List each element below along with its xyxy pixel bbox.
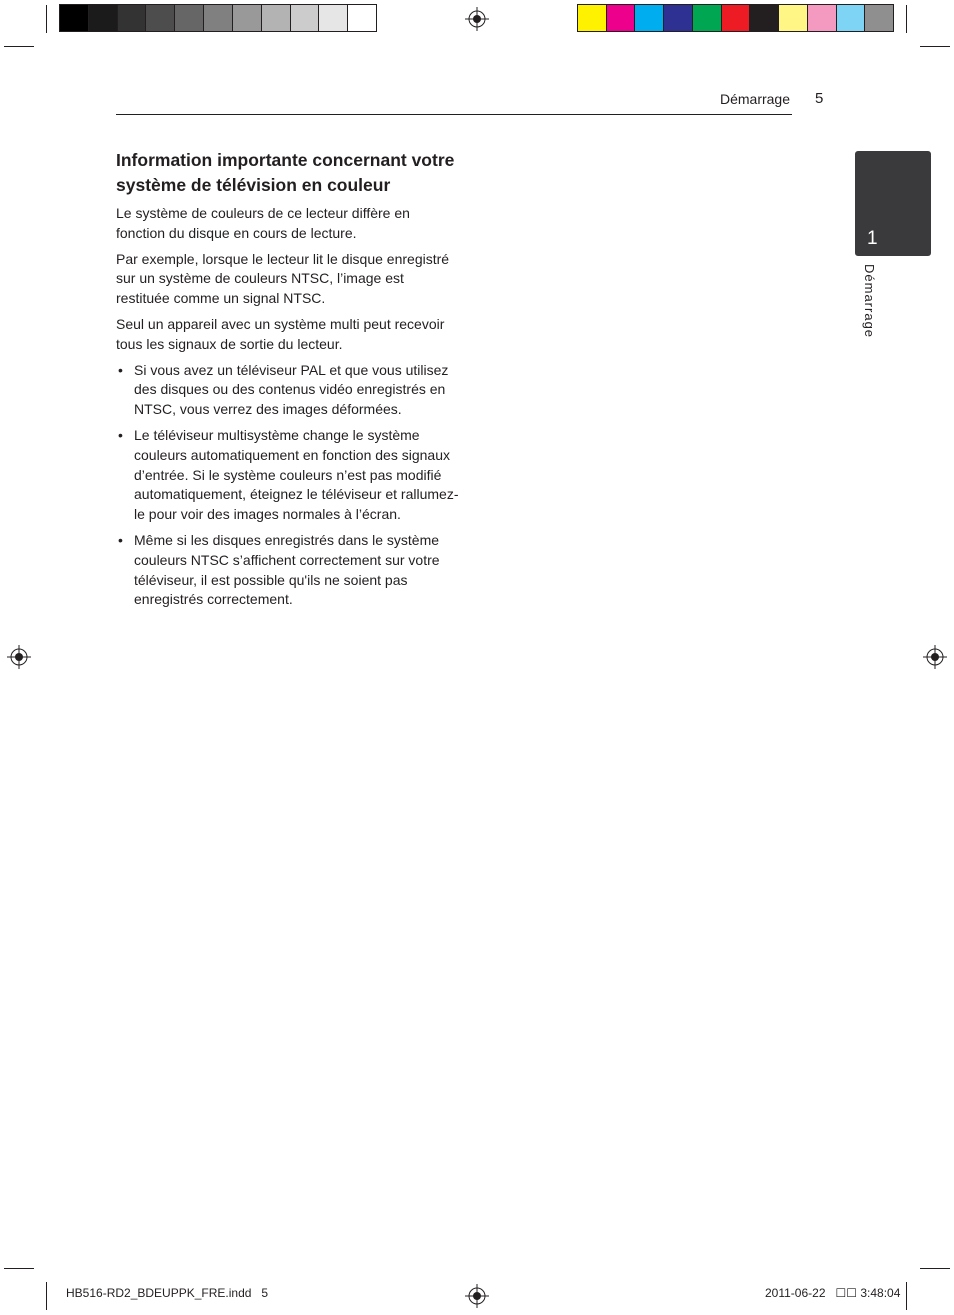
crop-mark-top-right-vertical: [906, 5, 907, 33]
paragraph: Par exemple, lorsque le lecteur lit le disque enregistré sur un système de couleurs NTSC, l’image est restituée comme un signal NTSC.: [116, 250, 450, 307]
registration-crosshair-icon: [7, 645, 31, 669]
page-number: 5: [815, 90, 824, 107]
gray-swatch: [175, 5, 204, 31]
registration-crosshair-icon: [923, 645, 947, 669]
list-item-text: Même si les disques enregistrés dans le système couleurs NTSC s’affichent correctement sur votre téléviseur, il est possible qu'ils ne soient pas enregistrés correctement.: [134, 531, 440, 608]
running-header: [116, 88, 792, 115]
gray-swatch: [233, 5, 262, 31]
chapter-number: 1: [867, 228, 878, 249]
bullet-icon: •: [118, 361, 123, 378]
color-swatch: [750, 5, 779, 31]
gray-swatch: [60, 5, 89, 31]
footer-timestamp: 2011-06-22 ☐☐ 3:48:04: [765, 1286, 901, 1300]
crop-mark-bottom-left-horizontal: [4, 1268, 34, 1269]
list-item: [116, 426, 461, 525]
color-swatch: [722, 5, 751, 31]
list-item: [116, 531, 461, 610]
crop-mark-bottom-right-vertical: [906, 1282, 907, 1310]
main-content: [116, 148, 461, 616]
chapter-tab: [855, 151, 931, 256]
gray-swatch: [262, 5, 291, 31]
bullet-icon: •: [118, 426, 123, 443]
color-swatch: [808, 5, 837, 31]
gray-swatch: [319, 5, 348, 31]
gray-swatch: [348, 5, 376, 31]
registration-crosshair-icon: [465, 1284, 489, 1308]
paragraph: Seul un appareil avec un système multi peut recevoir tous les signaux de sortie du lecteur.: [116, 315, 445, 352]
color-swatch: [578, 5, 607, 31]
crop-mark-top-right-horizontal: [920, 46, 950, 47]
bullet-icon: •: [118, 531, 123, 548]
crop-mark-top-left-horizontal: [4, 46, 34, 47]
color-swatch: [607, 5, 636, 31]
list-item-text: Si vous avez un téléviseur PAL et que vous utilisez des disques ou des contenus vidéo enregistrés en NTSC, vous verrez des images déformées.: [134, 361, 449, 418]
crop-mark-bottom-right-horizontal: [920, 1268, 950, 1269]
header-section-title: Démarrage: [719, 91, 790, 107]
paragraph: Le système de couleurs de ce lecteur diffère en fonction du disque en cours de lecture.: [116, 205, 410, 241]
gray-swatch: [146, 5, 175, 31]
chapter-side-label: Démarrage: [862, 264, 877, 339]
color-swatch: [865, 5, 893, 31]
color-swatch: [837, 5, 866, 31]
gray-swatch: [204, 5, 233, 31]
gray-swatch: [118, 5, 147, 31]
color-swatch: [779, 5, 808, 31]
color-swatch: [635, 5, 664, 31]
crop-mark-bottom-left-vertical: [46, 1282, 47, 1310]
registration-crosshair-icon: [465, 7, 489, 31]
gray-swatch: [291, 5, 320, 31]
list-item: [116, 361, 461, 420]
list-item-text: Le téléviseur multisystème change le système couleurs automatiquement en fonction des signaux d’entrée. Si le système couleurs n’est pas modifié automatiquement, éteignez le téléviseur et rallumez-le pour voir des images normales à l’écran.: [134, 426, 459, 523]
color-swatch: [664, 5, 693, 31]
bullet-list: [116, 361, 461, 611]
process-color-bar: [577, 4, 894, 32]
footer-file-name: HB516-RD2_BDEUPPK_FRE.indd 5: [66, 1286, 269, 1300]
section-title: Information importante concernant votre système de télévision en couleur: [116, 150, 455, 195]
color-swatch: [693, 5, 722, 31]
crop-mark-top-left-vertical: [46, 5, 47, 33]
gray-color-bar: [59, 4, 377, 32]
gray-swatch: [89, 5, 118, 31]
